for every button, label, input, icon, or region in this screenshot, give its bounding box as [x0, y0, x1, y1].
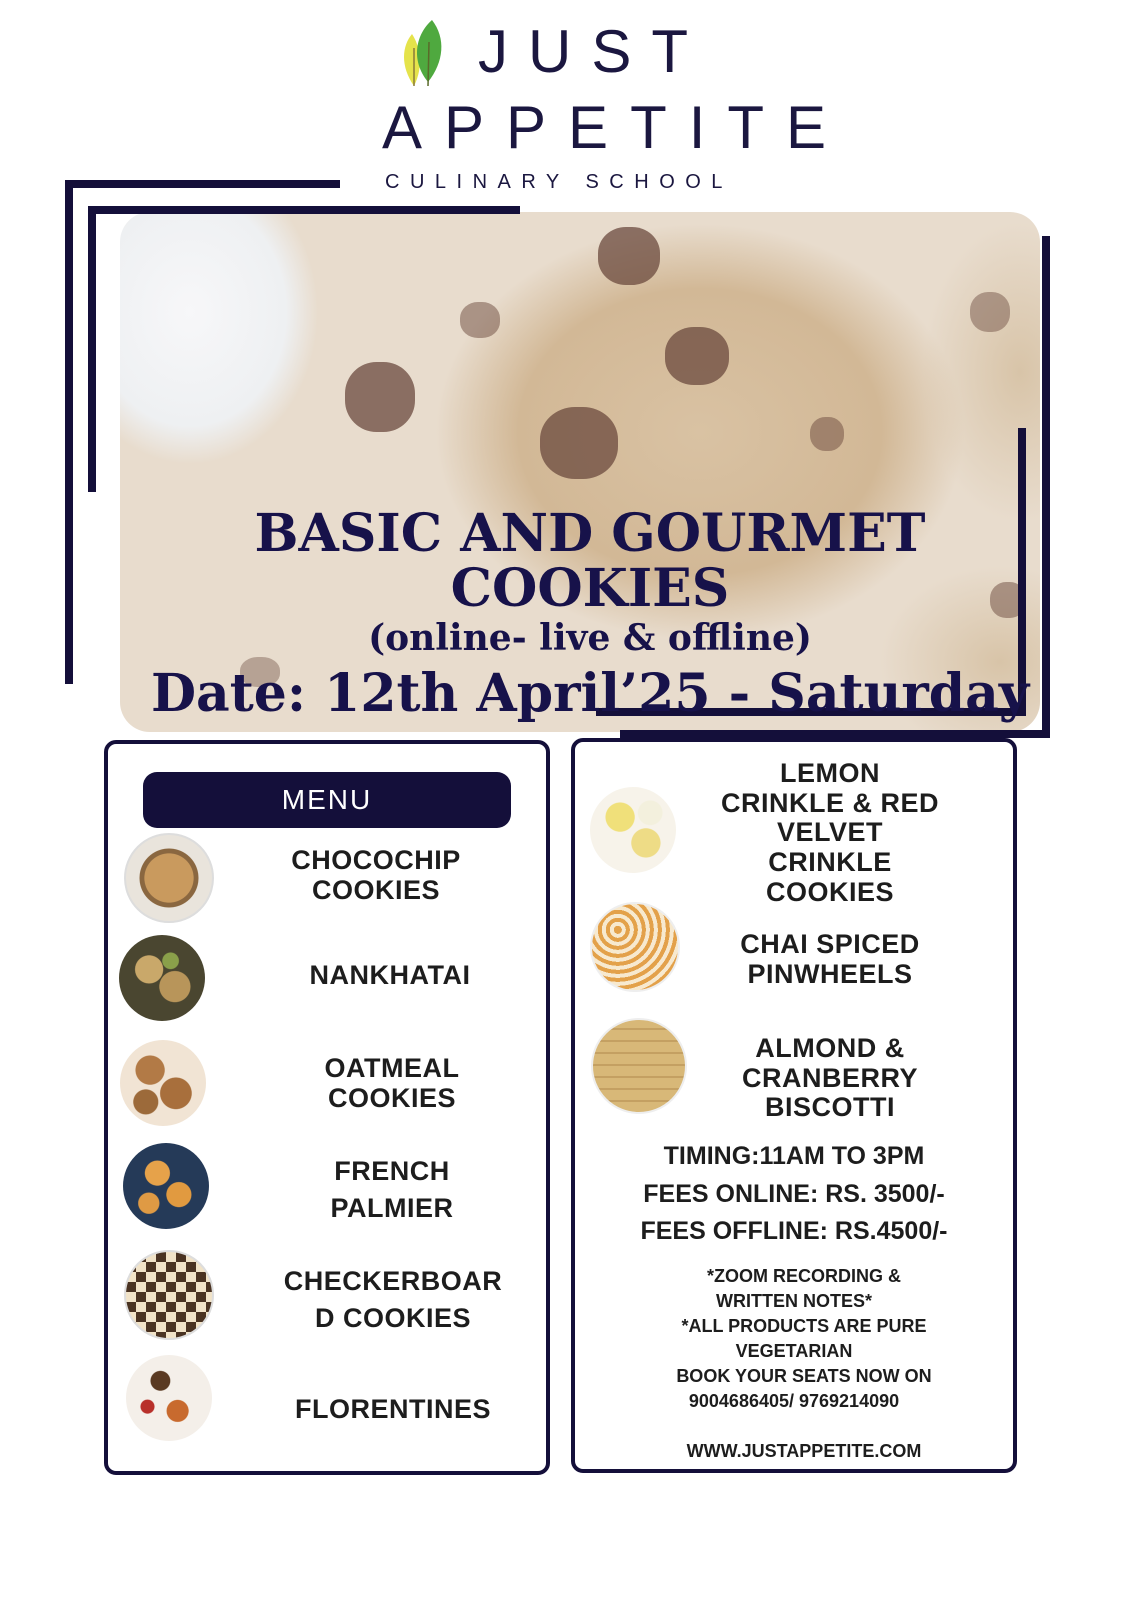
class-mode-subtitle: (online- live & offline): [368, 617, 812, 659]
frame-bar: [620, 730, 1050, 738]
checkerboard-cookie-image: [124, 1250, 214, 1340]
biscotti-image: [591, 1018, 687, 1114]
fees-online: FEES ONLINE: RS. 3500/-: [643, 1180, 945, 1208]
menu-item-oatmeal: [262, 1053, 522, 1113]
menu-item-line: OATMEAL: [324, 1053, 460, 1083]
menu-header: MENU: [143, 772, 511, 828]
leaf-logo-icon: [398, 16, 448, 88]
menu-item-crinkle-cookies: [696, 759, 964, 907]
frame-bar: [65, 180, 340, 188]
menu-item-chai-pinwheels: [696, 929, 964, 989]
class-title-line1: BASIC AND GOURMET: [254, 503, 926, 564]
menu-item-line: LEMON: [780, 758, 880, 788]
menu-item-line: PINWHEELS: [747, 959, 913, 990]
pinwheel-cookie-image: [590, 902, 680, 992]
menu-item-line: CRINKLE: [768, 847, 892, 878]
chocochip-cookie-image: [124, 833, 214, 923]
menu-item-line: FLORENTINES: [294, 1394, 491, 1424]
note-recording: *ZOOM RECORDING &: [706, 1266, 901, 1286]
menu-item-biscotti: [696, 1034, 964, 1123]
menu-item-line: FRENCH: [334, 1156, 450, 1186]
palmier-image: [123, 1143, 209, 1229]
menu-item-french-palmier: [262, 1153, 522, 1226]
logo-just-text: JUST: [478, 18, 708, 85]
menu-item-line: D COOKIES: [314, 1302, 472, 1333]
note-vegetarian: *ALL PRODUCTS ARE PURE: [681, 1316, 927, 1336]
frame-bar: [88, 206, 520, 214]
fees-offline: FEES OFFLINE: RS.4500/-: [640, 1217, 948, 1245]
menu-item-chocochip: [246, 845, 506, 905]
menu-item-florentines: [262, 1394, 524, 1424]
frame-bar: [1042, 236, 1050, 738]
menu-item-nankhatai: [260, 960, 520, 990]
oatmeal-cookie-image: [120, 1040, 206, 1126]
crinkle-cookie-image: [590, 787, 676, 873]
menu-item-line: CHAI SPICED: [740, 929, 920, 959]
menu-item-line: PALMIER: [330, 1192, 454, 1223]
logo-appetite-text: APPETITE: [382, 94, 849, 161]
menu-item-line: CHECKERBOAR: [283, 1266, 503, 1296]
frame-bar: [65, 180, 73, 684]
note-notes: WRITTEN NOTES*: [716, 1291, 872, 1311]
menu-item-line: CHOCOCHIP: [291, 845, 461, 875]
nankhatai-image: [119, 935, 205, 1021]
booking-phones[interactable]: 9004686405/ 9769214090: [688, 1391, 900, 1411]
class-date: Date: 12th April’25 - Saturday: [150, 663, 1030, 724]
booking-text: BOOK YOUR SEATS NOW ON: [676, 1366, 932, 1386]
menu-item-line: CRANBERRY: [741, 1062, 918, 1093]
menu-item-line: COOKIES: [311, 875, 441, 906]
menu-item-line: CRINKLE & RED: [720, 787, 939, 818]
frame-bar: [88, 206, 96, 492]
menu-item-line: BISCOTTI: [765, 1092, 895, 1123]
menu-item-line: COOKIES: [765, 876, 895, 907]
menu-item-line: VELVET: [776, 817, 884, 848]
florentines-image: [126, 1355, 212, 1441]
menu-item-line: NANKHATAI: [309, 960, 471, 990]
website-link[interactable]: WWW.JUSTAPPETITE.COM: [686, 1441, 922, 1461]
logo-school-text: CULINARY SCHOOL: [385, 171, 733, 193]
menu-item-line: ALMOND &: [755, 1033, 905, 1063]
class-timing: TIMING:11AM TO 3PM: [663, 1142, 925, 1170]
note-vegetarian-2: VEGETARIAN: [735, 1341, 853, 1361]
menu-item-checkerboard: [262, 1263, 524, 1336]
class-title-line2: COOKIES: [450, 558, 730, 619]
menu-item-line: COOKIES: [327, 1083, 457, 1114]
